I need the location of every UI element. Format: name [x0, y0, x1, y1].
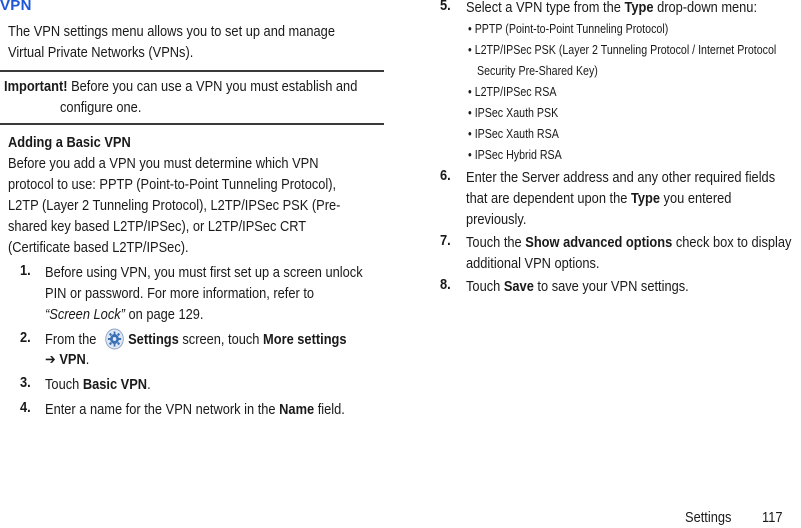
step-1-line-1: Before using VPN, you must first set up a screen unlock: [45, 265, 363, 281]
important-text-2: configure one.: [60, 100, 142, 116]
step-2-text: From the: [45, 332, 100, 348]
adding-line-4: shared key based L2TP/IPSec), or L2TP/IPSec CRT: [8, 219, 307, 235]
step-6-line-1: Enter the Server address and any other required fields: [466, 170, 776, 186]
list-item-continuation: Security Pre-Shared Key): [477, 63, 598, 78]
step-7-line-2: additional VPN options.: [466, 256, 600, 272]
step-3-line: [45, 375, 151, 396]
page-reference: on page 129.: [124, 307, 204, 323]
step-8-end: to save your VPN settings.: [533, 279, 689, 295]
step-6-end: you entered: [659, 191, 732, 207]
step-7-end: check box to display: [672, 235, 792, 251]
step-4-number: 4.: [20, 400, 31, 416]
step-1-number: 1.: [20, 263, 31, 279]
list-item: • IPSec Xauth RSA: [468, 126, 559, 141]
step-8-text: Touch: [466, 279, 504, 295]
step-1-line-2: PIN or password. For more information, refer to: [45, 286, 315, 302]
step-5-number: 5.: [440, 0, 451, 14]
list-item: • L2TP/IPSec PSK (Layer 2 Tunneling Protocol / Internet Protocol: [468, 42, 777, 57]
step-3-number: 3.: [20, 375, 31, 391]
step-2-mid: screen, touch: [178, 332, 264, 348]
section-title: VPN: [0, 0, 32, 14]
adding-line-1: Before you add a VPN you must determine which VPN: [8, 156, 319, 172]
step-8-number: 8.: [440, 277, 451, 293]
important-label: Important!: [4, 79, 68, 95]
settings-label: Settings: [128, 332, 179, 348]
step-7-text: Touch the: [466, 235, 526, 251]
page-number: 117: [762, 510, 783, 526]
adding-line-2: protocol to use: PPTP (Point-to-Point Tunneling Protocol),: [8, 177, 337, 193]
step-4-text: Enter a name for the VPN network in the: [45, 402, 280, 418]
name-field-label: Name: [279, 402, 315, 418]
step-5-line: [466, 0, 757, 19]
show-advanced-options-label: Show advanced options: [525, 235, 673, 251]
adding-line-3: L2TP (Layer 2 Tunneling Protocol), L2TP/IPSec PSK (Pre-: [8, 198, 341, 214]
step-8-line: [466, 277, 689, 298]
list-item: • IPSec Hybrid RSA: [468, 147, 562, 162]
step-6-text: that are dependent upon the: [466, 191, 631, 207]
list-item: • IPSec Xauth PSK: [468, 105, 559, 120]
step-2-end: .: [85, 352, 90, 368]
divider-bottom: [0, 123, 384, 125]
intro-line-2: Virtual Private Networks (VPNs).: [8, 45, 194, 61]
step-5-text: Select a VPN type from the: [466, 0, 625, 16]
basic-vpn-label: Basic VPN: [82, 377, 148, 393]
more-settings-label: More settings: [263, 332, 347, 348]
step-7-line-1: [466, 233, 791, 254]
arrow-icon: ➔: [45, 352, 60, 368]
intro-line-1: The VPN settings menu allows you to set up and manage: [8, 24, 335, 40]
step-3-text: Touch: [45, 377, 83, 393]
important-text: Before you can use a VPN you must establish and: [67, 79, 358, 95]
screen-lock-reference[interactable]: “Screen Lock”: [45, 307, 125, 323]
divider-top: [0, 70, 384, 72]
save-label: Save: [503, 279, 534, 295]
important-note: [4, 77, 357, 98]
footer-section: Settings: [685, 510, 732, 526]
step-6-line-3: previously.: [466, 212, 527, 228]
vpn-label: VPN: [59, 352, 86, 368]
step-7-number: 7.: [440, 233, 451, 249]
adding-line-5: (Certificate based L2TP/IPSec).: [8, 240, 189, 256]
subsection-title: Adding a Basic VPN: [8, 135, 131, 151]
type-label: Type: [624, 0, 654, 16]
step-6-line-2: [466, 189, 731, 210]
type-label: Type: [630, 191, 660, 207]
step-1-line-3: [45, 305, 203, 326]
step-5-end: drop-down menu:: [653, 0, 758, 16]
list-item: • L2TP/IPSec RSA: [468, 84, 557, 99]
step-4-line: [45, 400, 345, 421]
step-6-number: 6.: [440, 168, 451, 184]
step-4-end: field.: [314, 402, 345, 418]
step-2-line-2: [45, 350, 89, 371]
gear-icon: [105, 328, 124, 350]
step-3-end: .: [147, 377, 151, 393]
step-2-line-1: [45, 328, 347, 351]
step-2-number: 2.: [20, 330, 31, 346]
list-item: • PPTP (Point-to-Point Tunneling Protocol): [468, 21, 669, 36]
